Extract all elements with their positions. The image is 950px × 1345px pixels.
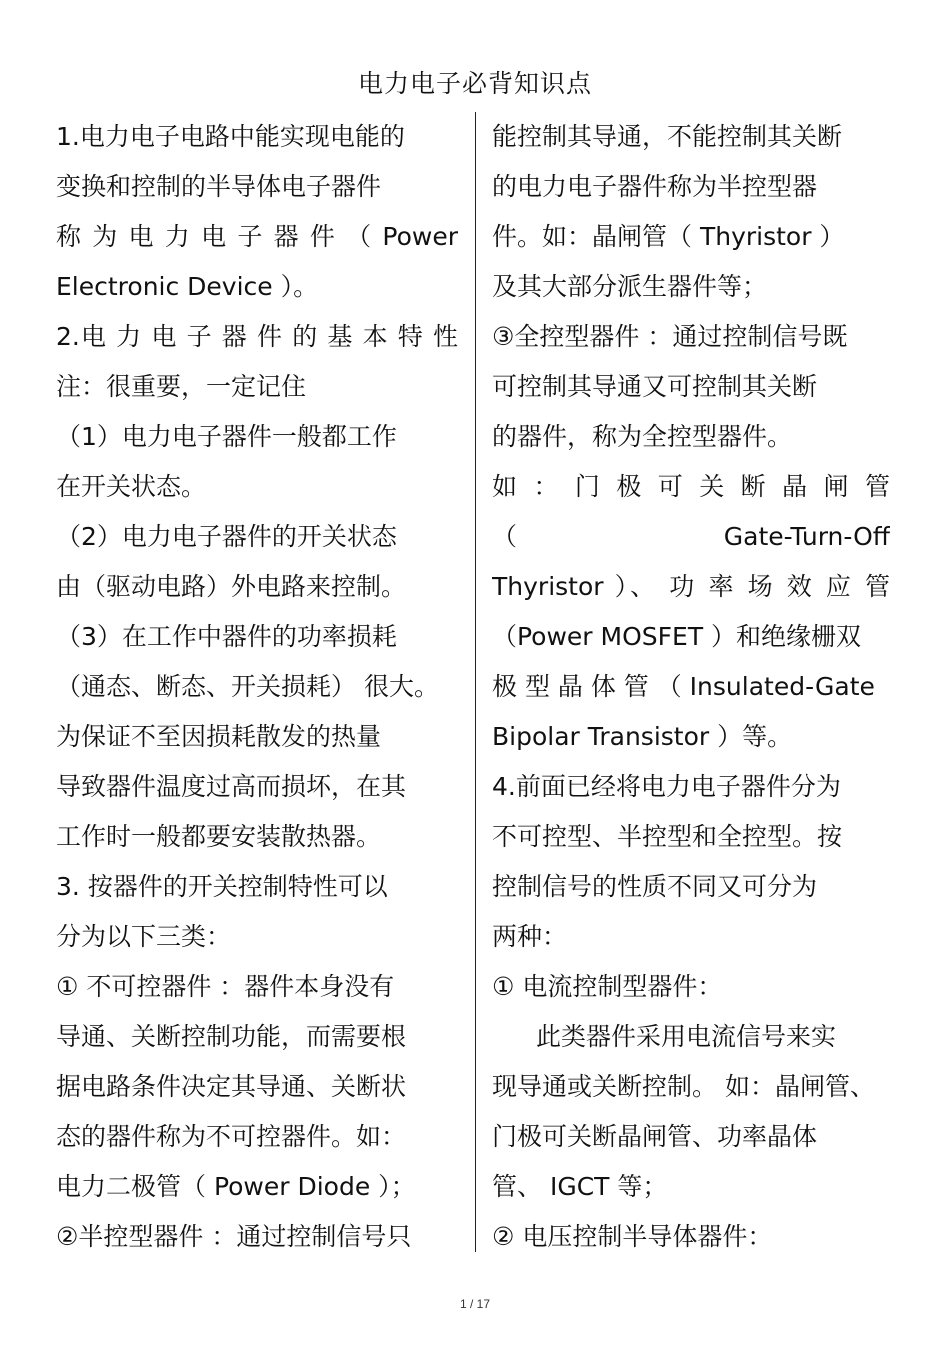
- text-line: 3. 按器件的开关控制特性可以: [56, 872, 388, 901]
- text-line: 导通、关断控制功能，而需要根: [56, 1022, 407, 1051]
- text-line: Bipolar Transistor ）等。: [492, 722, 793, 751]
- text-line: 如 ： 门 极 可 关 断 晶 闸 管: [492, 472, 890, 501]
- text-line: 能控制其导通，不能控制其关断: [492, 122, 843, 151]
- text-line: （通态、断态、开关损耗） 很大。: [56, 672, 439, 701]
- text-line: （2）电力电子器件的开关状态: [56, 522, 397, 551]
- text-line: 注：很重要，一定记住: [56, 372, 307, 401]
- text-line: （3）在工作中器件的功率损耗: [56, 622, 397, 651]
- page-number: 1 / 17: [459, 1297, 491, 1311]
- text-line: 及其大部分派生器件等；: [492, 272, 768, 301]
- text-line: 门极可关断晶闸管、功率晶体: [492, 1122, 818, 1151]
- text-line: 的器件，称为全控型器件。: [492, 422, 793, 451]
- text-line: 工作时一般都要安装散热器。: [56, 822, 382, 851]
- text-line: 称 为 电 力 电 子 器 件 （ Power: [56, 222, 458, 251]
- column-divider: [475, 112, 476, 1252]
- text-line: ① 不可控器件 ：器件本身没有: [56, 972, 395, 1001]
- text-line: 态的器件称为不可控器件。如：: [56, 1122, 407, 1151]
- text-line: 两种：: [492, 922, 568, 951]
- text-line: 现导通或关断控制。 如：晶闸管、: [492, 1072, 875, 1101]
- left-column: [56, 112, 458, 1262]
- text-line: 导致器件温度过高而损坏，在其: [56, 772, 407, 801]
- text-line: 管、 IGCT 等；: [492, 1172, 668, 1201]
- text-line: ②半控型器件 ：通过控制信号只: [56, 1222, 412, 1251]
- text-line: （Power MOSFET ）和绝缘栅双: [492, 622, 862, 651]
- text-line: 的电力电子器件称为半控型器: [492, 172, 818, 201]
- text-line: 极 型 晶 体 管 （ Insulated-Gate: [492, 672, 875, 701]
- text-line: 2.电 力 电 子 器 件 的 基 本 特 性: [56, 322, 458, 351]
- text-line: 据电路条件决定其导通、关断状: [56, 1072, 407, 1101]
- text-line: ① 电流控制型器件：: [492, 972, 723, 1001]
- text-line: 1.电力电子电路中能实现电能的: [56, 122, 405, 151]
- text-line: ② 电压控制半导体器件：: [492, 1222, 773, 1251]
- text-line: 可控制其导通又可控制其关断: [492, 372, 818, 401]
- text-line: 为保证不至因损耗散发的热量: [56, 722, 382, 751]
- text-line: 分为以下三类：: [56, 922, 232, 951]
- text-line: 不可控型、半控型和全控型。按: [492, 822, 843, 851]
- right-column: [492, 112, 890, 1262]
- text-line: 电力二极管（ Power Diode ）；: [56, 1172, 416, 1201]
- text-line: Thyristor ）、 功 率 场 效 应 管: [492, 572, 890, 601]
- text-line: （1）电力电子器件一般都工作: [56, 422, 397, 451]
- text-line: Electronic Device ）。: [56, 272, 319, 301]
- page-title: 电力电子必背知识点: [357, 69, 592, 98]
- text-line: 4.前面已经将电力电子器件分为: [492, 772, 841, 801]
- text-line: 此类器件采用电流信号来实: [536, 1022, 837, 1051]
- text-line: 控制信号的性质不同又可分为: [492, 872, 818, 901]
- text-line: 件。如：晶闸管（ Thyristor ）: [492, 222, 845, 251]
- text-line: 由（驱动电路）外电路来控制。: [56, 572, 407, 601]
- text-line: （ Gate-Turn-Off: [492, 522, 890, 551]
- text-line: 变换和控制的半导体电子器件: [56, 172, 382, 201]
- text-line: ③全控型器件 ：通过控制信号既: [492, 322, 848, 351]
- text-line: 在开关状态。: [56, 472, 207, 501]
